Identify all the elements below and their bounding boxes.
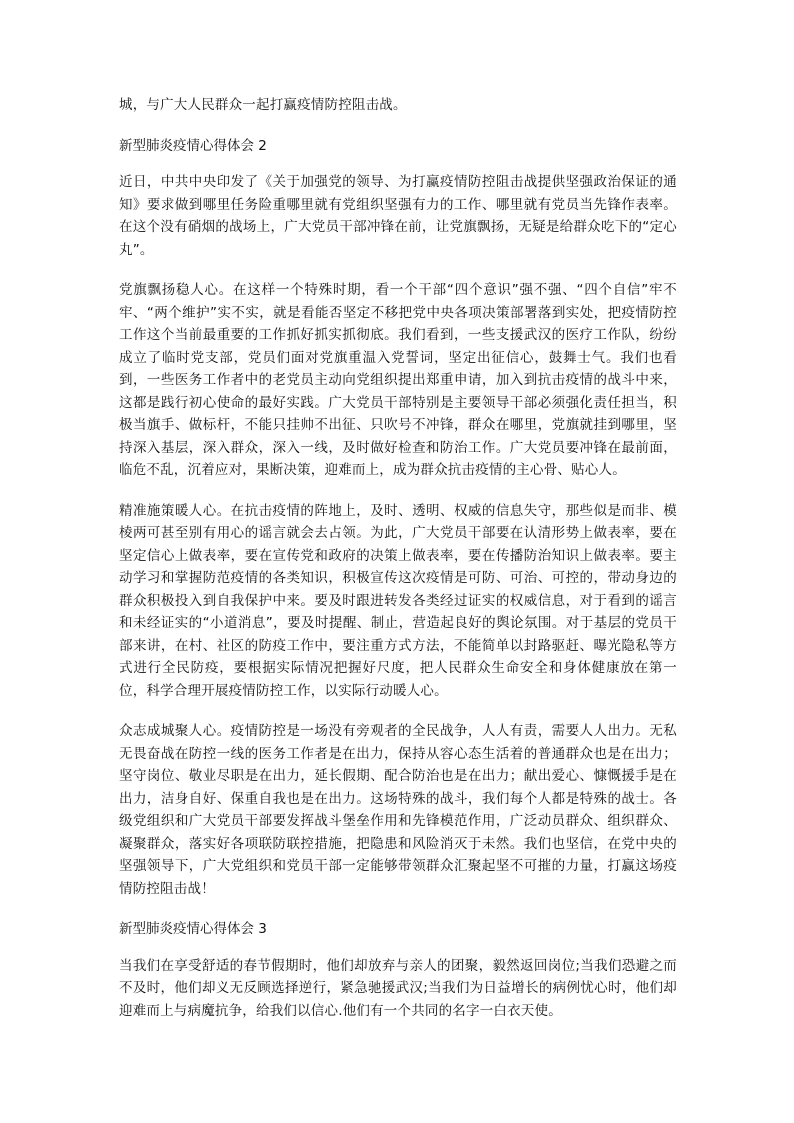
paragraph-party-flag: 党旗飘扬稳人心。在这样一个特殊时期，看一个干部“四个意识”强不强、“四个自信”牢不牢、“两个维护”实不实，就是看能否坚定不移把党中央各项决策部署落到实处，把疫情防控工作这个当前最重要的工作抓好抓实抓彻底。我们看到，一些支援武汉的医疗工作队，纷纷成立了临时党支部，党员们面对党旗重温入党誓词，坚定出征信心，鼓舞士气。我们也看到，一些医务工作者中的老党员主动向党组织提出郑重申请，加入到抗击疫情的战斗中来，这都是践行初心使命的最好实践。广大党员干部特别是主要领导干部必须强化责任担当，积极当旗手、做标杆，不能只挂帅不出征、只吹号不冲锋，群众在哪里，党旗就挂到哪里，坚持深入基层，深入群众，深入一线，及时做好检查和防治工作。广大党员要冲锋在最前面，临危不乱，沉着应对，果断决策，迎难而上，成为群众抗击疫情的主心骨、贴心人。 — [119, 282, 677, 478]
paragraph-intro-closing: 城，与广大人民群众一起打赢疫情防控阻击战。 — [119, 97, 407, 113]
paragraph-white-angels: 当我们在享受舒适的春节假期时，他们却放弃与亲人的团聚，毅然返回岗位;当我们恐避之而不及时，他们却义无反顾选择逆行，紧急驰援武汉;当我们为日益增长的病例忧心时，他们却迎难而上与病魔抗争，给我们以信心.他们有一个共同的名字一白衣天使。 — [119, 957, 677, 1019]
paragraph-united-hearts: 众志成城聚人心。疫情防控是一场没有旁观者的全民战争，人人有责，需要人人出力。无私无畏奋战在防控一线的医务工作者是在出力，保持从容心态生活着的普通群众也是在出力；坚守岗位、敬业尽职是在出力，延长假期、配合防治也是在出力；献出爱心、慷慨援手是在出力，洁身自好、保重自我也是在出力。这场特殊的战斗，我们每个人都是特殊的战士。各级党组织和广大党员干部要发挥战斗堡垒作用和先锋模范作用，广泛动员群众、组织群众、凝聚群众，落实好各项联防联控措施，把隐患和风险消灭于未然。我们也坚信，在党中央的坚强领导下，广大党组织和党员干部一定能够带领群众汇聚起坚不可摧的力量，打赢这场疫情防控阻击战！ — [119, 723, 677, 897]
section-heading-2: 新型肺炎疫情心得体会 2 — [119, 137, 267, 154]
section-heading-3: 新型肺炎疫情心得体会 3 — [119, 921, 267, 937]
paragraph-precise-measures: 精准施策暖人心。在抗击疫情的阵地上，及时、透明、权威的信息失守，那些似是而非、模棱两可甚至别有用心的谣言就会去占领。为此，广大党员干部要在认清形势上做表率，要在坚定信心上做表率，要在宣传党和政府的决策上做表率，要在传播防治知识上做表率。要主动学习和掌握防范疫情的各类知识，积极宣传这次疫情是可防、可治、可控的，带动身边的群众积极投入到自我保护中来。要及时跟进转发各类经过证实的权威信息，对于看到的谣言和未经证实的“小道消息”，要及时提醒、制止，营造起良好的舆论氛围。对于基层的党员干部来讲，在村、社区的防疫工作中，要注重方式方法，不能简单以封路驱赶、曝光隐私等方式进行全民防疫，要根据实际情况把握好尺度，把人民群众生命安全和身体健康放在第一位，科学合理开展疫情防控工作，以实际行动暖人心。 — [119, 502, 677, 699]
document-page — [119, 94, 677, 1022]
paragraph-notice: 近日，中共中央印发了《关于加强党的领导、为打赢疫情防控阻击战提供坚强政治保证的通知》要求做到哪里任务险重哪里就有党组织坚强有力的工作、哪里就有党员当先锋作表率。在这个没有硝烟的战场上，广大党员干部冲锋在前，让党旗飘扬，无疑是给群众吃下的“定心丸”。 — [119, 174, 677, 258]
